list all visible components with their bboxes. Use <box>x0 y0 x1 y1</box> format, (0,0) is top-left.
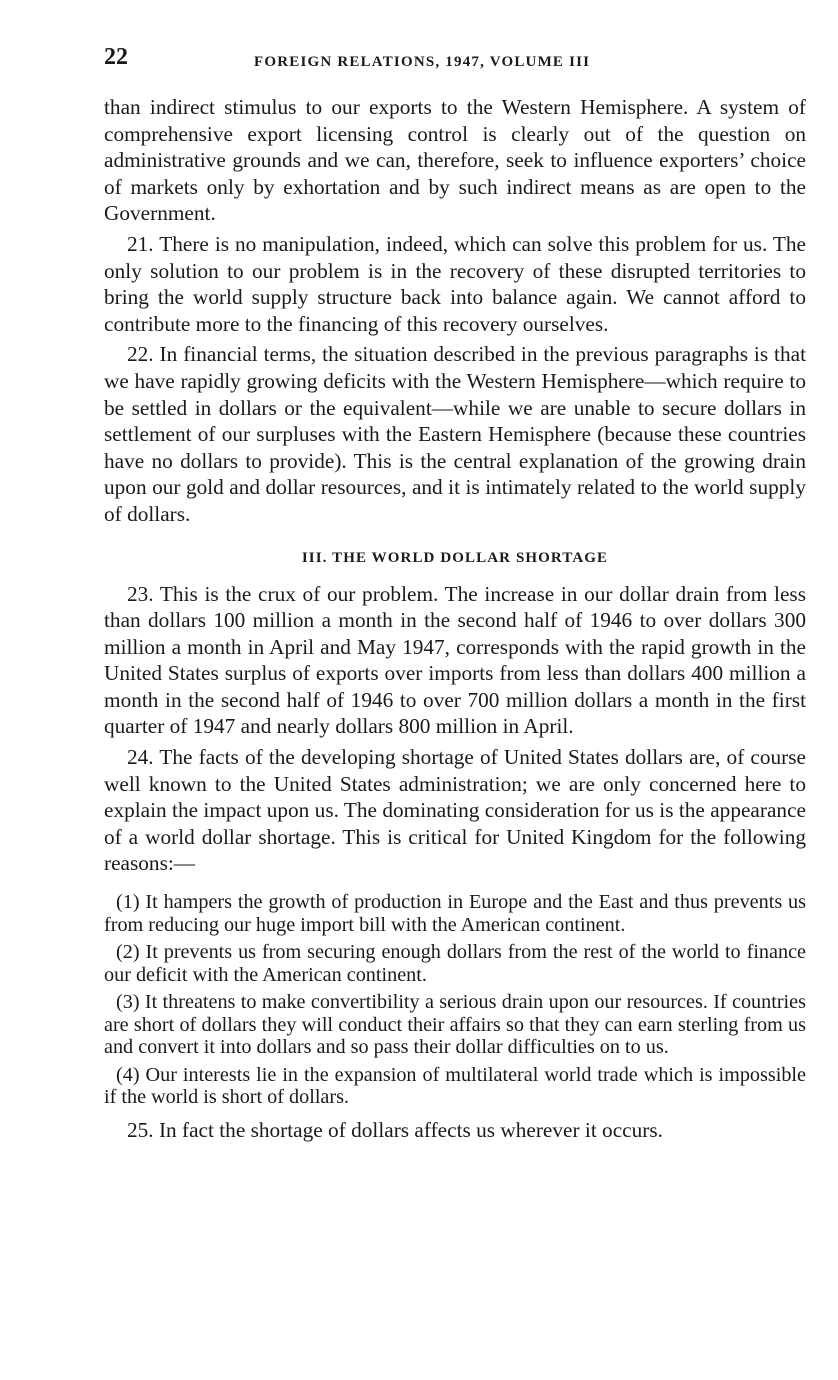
page-header <box>104 44 804 74</box>
paragraph-21: 21. There is no manipulation, indeed, which can solve this problem for us. The only solution to our problem is in the recovery of these disrupted territories to bring the world supply structure back into balance again. We cannot afford to contribute more to the financing of this recovery ourselves. <box>104 231 806 336</box>
reason-item-4: (4) Our interests lie in the expansion of multilateral world trade which is impossible if the world is short of dollars. <box>104 1063 806 1109</box>
paragraph-24: 24. The facts of the developing shortage of United States dollars are, of course well known to the United States administration; we are only concerned here to explain the impact upon us. The dominating consideration for us is the appearance of a world dollar shortage. This is critical for United Kingdom for the following reasons:— <box>104 745 806 876</box>
paragraph-continued: than indirect stimulus to our exports to the Western Hemisphere. A system of comprehensive export licensing control is clearly out of the question on administrative grounds and we can, therefore, seek to influence exporters’ choice of markets only by exhortation and by such indirect means as are open to the Government. <box>104 95 806 226</box>
page-number: 22 <box>104 44 128 70</box>
running-head: FOREIGN RELATIONS, 1947, VOLUME III <box>254 54 591 70</box>
reason-item-3: (3) It threatens to make convertibility a serious drain upon our resources. If countries are short of dollars they will conduct their affairs so that they can earn sterling from us and convert it into dollars and so pass their dollar difficulties on to us. <box>104 991 806 1059</box>
reason-item-1: (1) It hampers the growth of production in Europe and the East and thus prevents us from reducing our huge import bill with the American continent. <box>104 891 806 936</box>
reason-item-2: (2) It prevents us from securing enough dollars from the rest of the world to finance our deficit with the American continent. <box>104 941 806 986</box>
section-heading: III. THE WORLD DOLLAR SHORTAGE <box>301 549 609 566</box>
reasons-list <box>104 891 806 1109</box>
paragraph-23: 23. This is the crux of our problem. The increase in our dollar drain from less than dollars 100 million a month in the second half of 1946 to over dollars 300 million a month in April and May 1947, corresponds with the rapid growth in the United States surplus of exports over imports from less than dollars 400 million a month in the second half of 1946 to over 700 million dollars a month in the first quarter of 1947 and nearly dollars 800 million in April. <box>104 581 806 739</box>
page-body <box>104 94 806 1147</box>
paragraph-25: 25. In fact the shortage of dollars affects us wherever it occurs. <box>127 1117 663 1142</box>
paragraph-22: 22. In financial terms, the situation described in the previous paragraphs is that we have rapidly growing deficits with the Western Hemisphere—which require to be settled in dollars or the equivalent—while we are unable to secure dollars in settlement of our surpluses with the Eastern Hemisphere (because these countries have no dollars to provide). This is the central explanation of the growing drain upon our gold and dollar resources, and it is intimately related to the world supply of dollars. <box>104 342 806 526</box>
